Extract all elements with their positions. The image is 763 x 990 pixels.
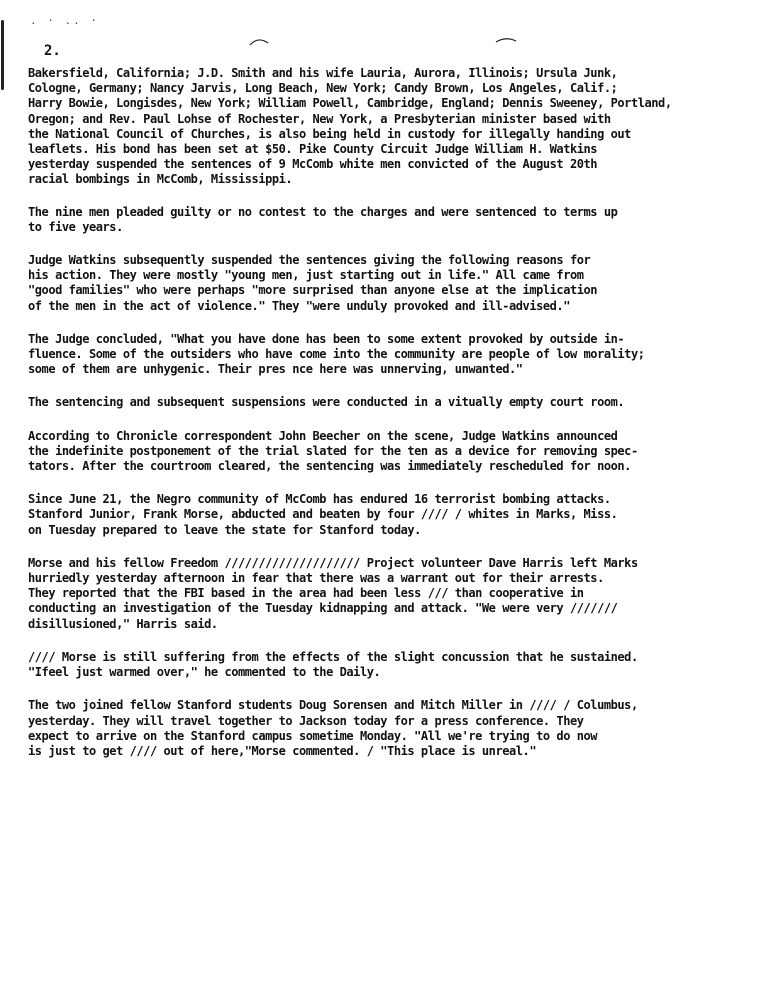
page-number: 2. <box>44 43 61 59</box>
paragraph: According to Chronicle correspondent John Beecher on the scene, Judge Watkins announced the indefinite postponement of the trial slated for the ten as a device for removing spec- tators. After the courtroom cleared, the sentencing was immediately rescheduled for noon. <box>28 428 638 474</box>
hand-marks-icon <box>0 0 763 60</box>
paragraph: The two joined fellow Stanford students Doug Sorensen and Mitch Miller in //// / Columbus, yesterday. They will travel together to Jackson today for a press conference. They expect to arrive on the Stanford campus sometime Monday. "All we're trying to do now is just to get //// out of here,"Morse commented. / "This place is unreal." <box>28 698 638 758</box>
document-body <box>28 66 728 777</box>
corner-mark: . · .. · <box>30 14 99 27</box>
paragraph: The sentencing and subsequent suspensions were conducted in a vitually empty court room. <box>28 395 625 410</box>
paragraph: The Judge concluded, "What you have done has been to some extent provoked by outside in- fluence. Some of the outsiders who have come into the community are people of low morality; some of them are unhygenic. Their pres nce here was unnerving, unwanted." <box>28 331 645 377</box>
paragraph: The nine men pleaded guilty or no contest to the charges and were sentenced to terms up to five years. <box>28 204 618 234</box>
paragraph: Morse and his fellow Freedom //////////////////// Project volunteer Dave Harris left Marks hurriedly yesterday afternoon in fear that there was a warrant out for their arrests. They reported that the FBI based in the area had been less /// than cooperative in conducting an investigation of the Tuesday kidnapping and attack. "We were very /////// disillusioned," Harris said. <box>28 555 638 631</box>
paragraph: Judge Watkins subsequently suspended the sentences giving the following reasons for his action. They were mostly "young men, just starting out in life." All came from "good families" who were perhaps "more surprised than anyone else at the implication of the men in the act of violence." They "were unduly provoked and ill-advised." <box>28 253 598 313</box>
paragraph: Bakersfield, California; J.D. Smith and his wife Lauria, Aurora, Illinois; Ursula Junk, Cologne, Germany; Nancy Jarvis, Long Beach, New York; Candy Brown, Los Angeles, Calif.; Harry Bowie, Longisdes, New York; William Powell, Cambridge, England; Dennis Sweeney, Portland, Oregon; and Rev. Paul Lohse of Rochester, New York, a Presbyterian minister based with the National Council of Churches, is also being held in custody for illegally handing out leaflets. His bond has been set at $50. Pike County Circuit Judge William H. Watkins yesterday suspended the sentences of 9 McComb white men convicted of the August 20th racial bombings in McComb, Mississippi. <box>28 66 672 187</box>
paragraph: Since June 21, the Negro community of McComb has endured 16 terrorist bombing attacks. Stanford Junior, Frank Morse, abducted and beaten by four //// / whites in Marks, Miss. on Tuesday prepared to leave the state for Stanford today. <box>28 492 618 537</box>
paragraph: //// Morse is still suffering from the effects of the slight concussion that he sustained. "Ifeel just warmed over," he commented to the Daily. <box>28 649 638 680</box>
